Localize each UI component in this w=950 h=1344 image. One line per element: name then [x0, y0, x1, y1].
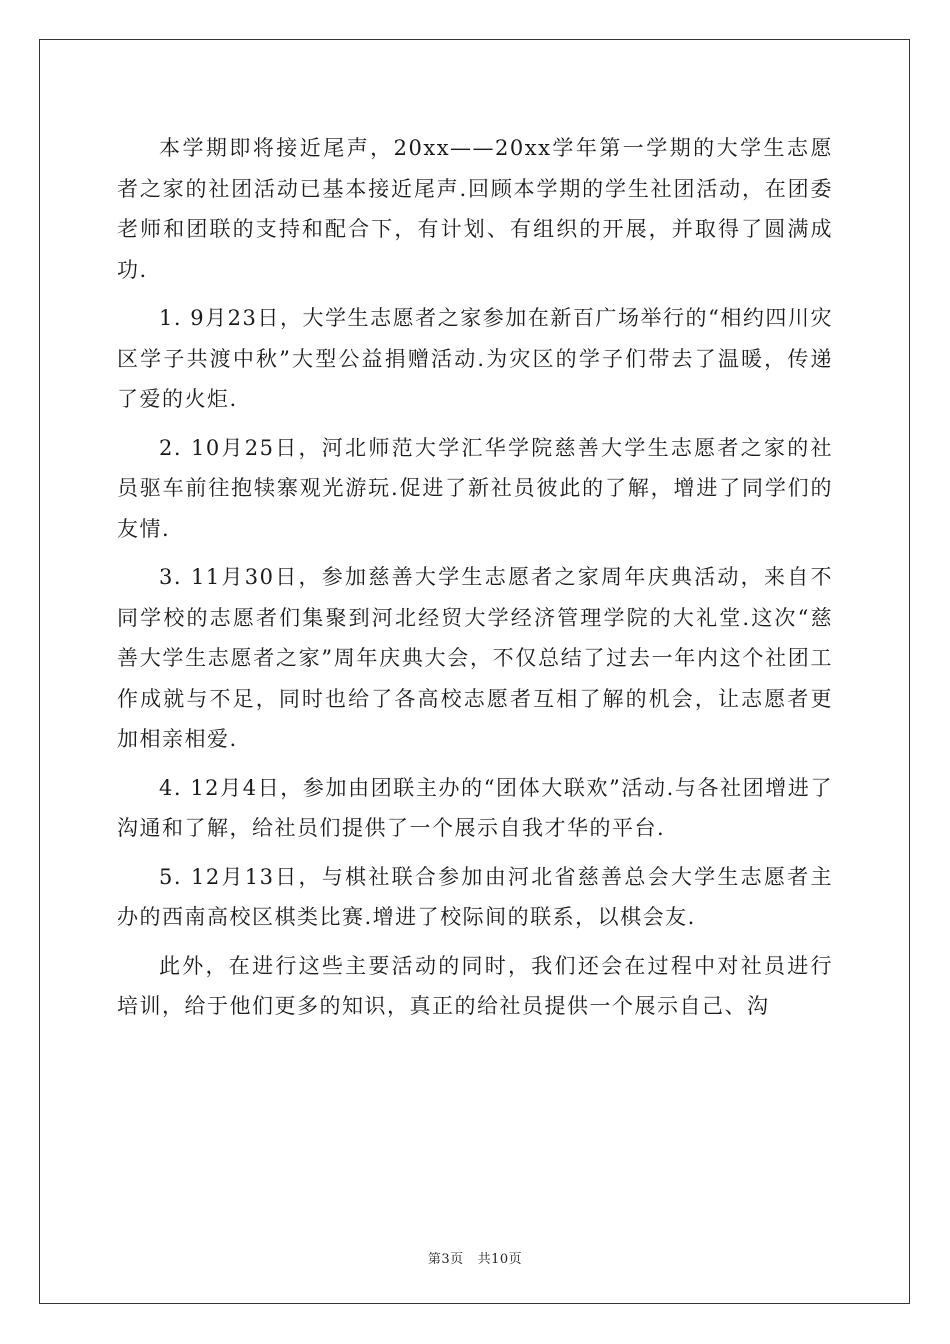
paragraph-closing: 此外，在进行这些主要活动的同时，我们还会在过程中对社员进行培训，给于他们更多的知识，真正的给社员提供一个展示自己、沟	[117, 953, 833, 1018]
document-body	[117, 128, 833, 1035]
page-number: 第3页	[427, 1252, 464, 1267]
paragraph-item-1: 1. 9月23日，大学生志愿者之家参加在新百广场举行的“相约四川灾区学子共渡中秋”大型公益捐赠活动.为灾区的学子们带去了温暖，传递了爱的火炬.	[117, 306, 833, 411]
paragraph-item-3: 3. 11月30日，参加慈善大学生志愿者之家周年庆典活动，来自不同学校的志愿者们集聚到河北经贸大学经济管理学院的大礼堂.这次“慈善大学生志愿者之家”周年庆典大会，不仅总结了过去一年内这个社团工作成就与不足，同时也给了各高校志愿者互相了解的机会，让志愿者更加相亲相爱.	[117, 565, 833, 751]
paragraph-item-4: 4. 12月4日，参加由团联主办的“团体大联欢”活动.与各社团增进了沟通和了解，给社员们提供了一个展示自我才华的平台.	[117, 775, 833, 840]
paragraph-intro: 本学期即将接近尾声，20xx——20xx学年第一学期的大学生志愿者之家的社团活动已基本接近尾声.回顾本学期的学生社团活动，在团委老师和团联的支持和配合下，有计划、有组织的开展，并取得了圆满成功.	[117, 136, 833, 282]
paragraph-item-2: 2. 10月25日，河北师范大学汇华学院慈善大学生志愿者之家的社员驱车前往抱犊寨观光游玩.促进了新社员彼此的了解，增进了同学们的友情.	[117, 435, 833, 541]
page-total: 共10页	[477, 1252, 523, 1267]
paragraph-item-5: 5. 12月13日，与棋社联合参加由河北省慈善总会大学生志愿者主办的西南高校区棋类比赛.增进了校际间的联系，以棋会友.	[117, 864, 833, 929]
page-footer	[0, 1248, 950, 1267]
